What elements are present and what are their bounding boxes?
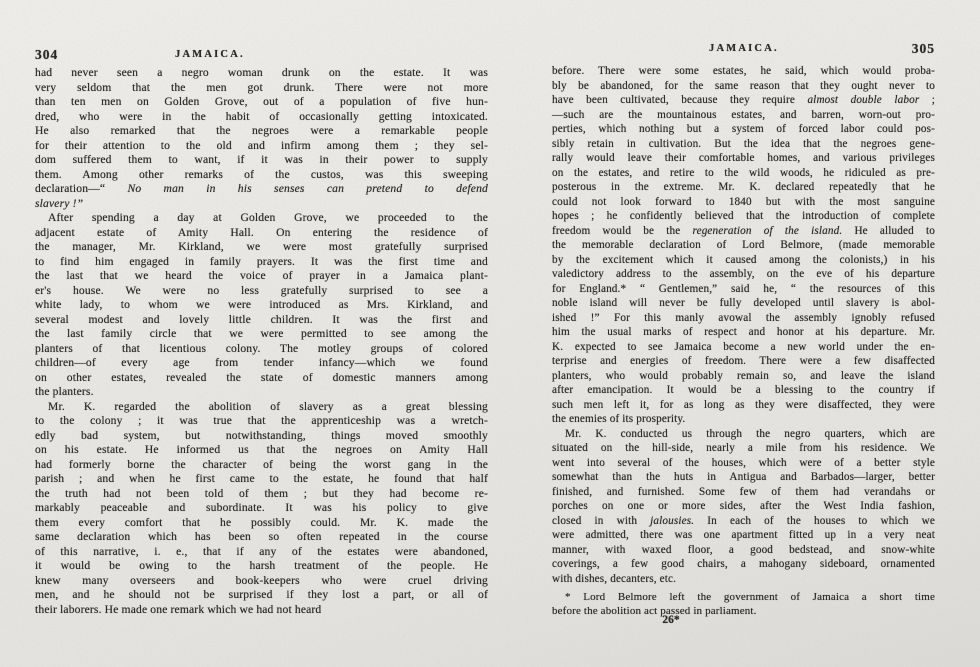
text-segment: the memorable declaration of Lord Belmore, (made memorable xyxy=(552,239,935,251)
text-segment: He also remarked that the negroes were a remarkable people xyxy=(35,124,488,137)
text-segment: Mr. K. conducted us through the negro quarters, which are xyxy=(565,427,935,440)
text-segment: after emancipation. It would be a blessing to the country if xyxy=(552,384,935,396)
text-line xyxy=(35,211,488,226)
text-line xyxy=(552,64,935,79)
text-line xyxy=(35,429,488,444)
text-segment: —such are the mountainous estates, and barren, worn-out pro- xyxy=(552,108,935,121)
text-segment: same declaration which has been so often repeated in the course xyxy=(35,530,488,543)
text-line xyxy=(552,267,935,282)
text-line xyxy=(35,414,488,429)
text-line xyxy=(552,398,935,413)
text-segment: K. expected to see Jamaica become a new world under the en- xyxy=(552,340,935,353)
text-line xyxy=(35,110,488,125)
text-segment: adjacent estate of Amity Hall. On entering the residence of xyxy=(35,225,488,239)
text-segment: of this narrative, i. e., that if any of the estates were abandoned, xyxy=(35,544,488,558)
text-segment: manner, with waxed floor, a good bedstead, and snow-white xyxy=(552,543,935,556)
text-segment: to find him engaged in family prayers. It was the first time and xyxy=(35,254,488,268)
text-segment: noble island will never be fully developed until slavery is abol- xyxy=(552,297,935,309)
text-line xyxy=(35,182,488,197)
text-segment: had formerly borne the character of being the worst gang in the xyxy=(35,457,488,471)
text-segment: edly bad system, but notwithstanding, things moved smoothly xyxy=(35,428,488,442)
page-left xyxy=(35,47,488,616)
text-line xyxy=(35,298,488,313)
text-segment: him the usual marks of respect and honor at his departure. Mr. xyxy=(552,326,935,338)
text-segment: children—of every age from tender infancy—which we found xyxy=(35,356,488,369)
page-number-left: 304 xyxy=(35,47,59,62)
text-line xyxy=(35,197,488,212)
text-segment: men, and he should not be surprised if they lost a part, or all of xyxy=(35,588,488,601)
text-line xyxy=(552,470,935,485)
text-line xyxy=(35,66,488,81)
text-segment: very seldom that the men got drunk. There were not more xyxy=(35,80,488,94)
text-segment: After spending a day at Golden Grove, we proceeded to the xyxy=(48,211,488,224)
text-line xyxy=(35,400,488,415)
text-segment: before the abolition act passed in parliament. xyxy=(552,605,757,617)
text-segment: He alluded to xyxy=(842,224,935,237)
text-line xyxy=(35,81,488,96)
text-line xyxy=(552,369,935,384)
text-line xyxy=(35,588,488,603)
text-segment: posterous in the extreme. Mr. K. declared repeatedly that he xyxy=(552,181,935,193)
text-line xyxy=(35,603,488,618)
text-line xyxy=(552,311,935,326)
paragraph xyxy=(35,66,488,211)
text-segment: with dishes, decanters, etc. xyxy=(552,572,677,585)
text-segment: finished, and furnished. Some few of them had verandahs or xyxy=(552,485,935,498)
text-segment: than ten men on Golden Grove, out of a population of five hun- xyxy=(35,95,488,108)
text-segment: closed in with xyxy=(552,514,651,527)
text-line xyxy=(552,137,935,152)
text-segment: to the colony ; it was true that the apprenticeship was a wretch- xyxy=(35,414,488,427)
text-line xyxy=(35,385,488,400)
text-segment: by the excitement which it caused among the colonists,) in his xyxy=(552,253,935,266)
text-segment: ; xyxy=(919,94,935,106)
text-segment: dred, who were in the habit of occasionally getting intoxicated. xyxy=(35,109,488,123)
text-line xyxy=(552,427,935,442)
paragraph xyxy=(35,400,488,618)
text-segment: somewhat than the huts in Antigua and Barbados—larger, better xyxy=(552,471,935,483)
text-line xyxy=(552,195,935,210)
text-line xyxy=(552,122,935,137)
text-segment: the truth had not been told of them ; but they had become re- xyxy=(35,486,488,500)
text-line xyxy=(552,514,935,529)
text-segment: sibly retain in cultivation. But the idea that the negroes gene- xyxy=(552,137,935,150)
text-line xyxy=(552,151,935,166)
text-segment: the last family circle that we were permitted to see among the xyxy=(35,327,488,340)
text-segment: it would be owing to the harsh treatment of the people. He xyxy=(35,559,488,572)
text-line xyxy=(35,139,488,154)
text-segment: valedictory address to the assembly, on the eve of his departure xyxy=(552,268,935,280)
text-line xyxy=(35,516,488,531)
text-line xyxy=(552,108,935,123)
text-segment: had never seen a negro woman drunk on the estate. It was xyxy=(35,66,488,79)
text-segment: the last that we heard the voice of prayer in a Jamaica plant- xyxy=(35,269,488,282)
paragraph xyxy=(35,211,488,400)
text-line xyxy=(35,327,488,342)
text-segment: * Lord Belmore left the government of Jamaica a short time xyxy=(565,591,935,603)
text-line xyxy=(552,383,935,398)
text-segment: white lady, to whom we were introduced as Mrs. Kirkland, and xyxy=(35,298,488,311)
page-header-right xyxy=(552,41,935,55)
text-line xyxy=(35,458,488,473)
text-segment: er's house. We were no less gratefully surprised to see a xyxy=(35,283,488,297)
text-segment: were admitted, there was one apartment fitted up in a very neat xyxy=(552,529,935,541)
text-line xyxy=(35,356,488,371)
text-segment: In each of the houses to which we xyxy=(694,514,935,527)
text-segment: knew many overseers and book-keepers who were cruel driving xyxy=(35,573,488,587)
text-segment: porches on one or more sides, after the West India fashion, xyxy=(552,500,935,512)
text-line xyxy=(552,166,935,181)
text-segment: them every comfort that he possibly could. Mr. K. made the xyxy=(35,515,488,529)
text-segment: coverings, a few good chairs, a mahogany sideboard, ornamented xyxy=(552,558,935,570)
text-segment: before. There were some estates, he said, which would proba- xyxy=(552,65,935,77)
text-segment: on the estates, and retire to the wild woods, he ridiculed as pre- xyxy=(552,166,935,179)
text-segment: freedom would be the xyxy=(552,224,693,237)
text-line xyxy=(552,296,935,311)
text-line xyxy=(35,574,488,589)
text-segment: dom suffered them to want, if it was in their power to supply xyxy=(35,153,488,166)
text-line xyxy=(552,412,935,427)
text-line xyxy=(552,485,935,500)
text-segment: for England.* “ Gentlemen,” said he, “ the resources of this xyxy=(552,282,935,295)
text-line xyxy=(552,499,935,514)
text-line xyxy=(552,354,935,369)
text-segment: several modest and lovely little children. It was the first and xyxy=(35,312,488,326)
text-line xyxy=(35,559,488,574)
text-segment: declaration—“ xyxy=(35,182,128,195)
text-line xyxy=(35,443,488,458)
text-line xyxy=(35,168,488,183)
text-line xyxy=(552,253,935,268)
text-segment: on his estate. He informed us that the negroes on Amity Hall xyxy=(35,443,488,456)
text-line xyxy=(552,456,935,471)
text-line xyxy=(552,325,935,340)
text-segment: rally would leave their comfortable homes, and various privileges xyxy=(552,152,935,164)
text-segment: went into several of the houses, which were of a better style xyxy=(552,456,935,469)
text-line xyxy=(35,342,488,357)
right-page-text xyxy=(552,64,935,586)
text-line xyxy=(552,180,935,195)
text-segment: parish ; and when he first came to the estate, he found that half xyxy=(35,472,488,485)
text-line xyxy=(35,472,488,487)
text-segment: for their attention to the old and infirm among them ; they sel- xyxy=(35,138,488,152)
text-line xyxy=(552,557,935,572)
text-line xyxy=(35,153,488,168)
text-segment: hopes ; he confidently believed that the introduction of complete xyxy=(552,210,935,222)
text-segment: terprise and energies of freedom. There were a few disaffected xyxy=(552,355,935,367)
text-line xyxy=(552,224,935,239)
text-line xyxy=(35,487,488,502)
signature-mark: 26* xyxy=(662,614,680,626)
text-segment: markably peaceable and subordinate. It was his policy to give xyxy=(35,501,488,514)
text-segment: the planters. xyxy=(35,385,94,398)
text-line xyxy=(552,528,935,543)
text-line xyxy=(552,282,935,297)
italic-text: almost double labor xyxy=(807,94,920,106)
footnote xyxy=(552,590,935,618)
running-header-left: JAMAICA. xyxy=(175,49,245,60)
text-segment: the manager, Mr. Kirkland, we were most gratefully surprised xyxy=(35,240,488,253)
paragraph xyxy=(552,64,935,427)
text-line xyxy=(552,590,935,604)
text-line xyxy=(35,545,488,560)
text-line xyxy=(35,530,488,545)
running-header-right: JAMAICA. xyxy=(709,43,779,54)
text-line xyxy=(35,95,488,110)
text-segment: could not look forward to 1840 but with the most sanguine xyxy=(552,195,935,208)
text-line xyxy=(35,371,488,386)
paragraph xyxy=(552,590,935,618)
text-line xyxy=(35,240,488,255)
text-segment: situated on the hill-side, nearly a mile from his residence. We xyxy=(552,442,935,454)
italic-text: slavery !” xyxy=(35,196,84,210)
text-line xyxy=(35,124,488,139)
text-line xyxy=(552,93,935,108)
italic-text: regeneration of the island. xyxy=(692,224,843,237)
text-line xyxy=(552,79,935,94)
text-segment: on other estates, revealed the state of domestic manners among xyxy=(35,370,488,384)
text-line xyxy=(552,543,935,558)
text-line xyxy=(552,572,935,587)
text-segment: have been cultivated, because they require xyxy=(552,94,808,106)
text-segment: their laborers. He made one remark which we had not heard xyxy=(35,602,322,616)
text-segment: such men left it, for as long as they were disaffected, they were xyxy=(552,398,935,411)
text-line xyxy=(35,255,488,270)
italic-text: jalousies. xyxy=(650,514,695,527)
text-line xyxy=(35,269,488,284)
text-segment: Mr. K. regarded the abolition of slavery as a great blessing xyxy=(48,399,488,413)
text-line xyxy=(35,501,488,516)
text-line xyxy=(552,340,935,355)
text-segment: ished !” For this manly avowal the assembly ignobly refused xyxy=(552,311,935,324)
text-line xyxy=(35,226,488,241)
left-page-text xyxy=(35,66,488,617)
italic-text: No man in his senses can pretend to defend xyxy=(127,182,488,195)
text-segment: perties, which nothing but a system of forced labor could pos- xyxy=(552,123,935,135)
text-line xyxy=(35,313,488,328)
text-segment: bly be abandoned, for the same reason that they ought never to xyxy=(552,79,935,92)
paragraph xyxy=(552,427,935,587)
page-number-right: 305 xyxy=(911,41,935,56)
page-right xyxy=(552,41,935,626)
text-segment: planters of that licentious colony. The motley groups of colored xyxy=(35,341,488,355)
text-segment: the enemies of its prosperity. xyxy=(552,413,686,425)
text-segment: them. Among other remarks of the custos, was this sweeping xyxy=(35,167,488,181)
text-line xyxy=(35,284,488,299)
text-line xyxy=(552,209,935,224)
page-header-left xyxy=(35,47,488,61)
text-line xyxy=(552,441,935,456)
text-line xyxy=(552,604,935,618)
text-line xyxy=(552,238,935,253)
text-segment: planters, who would probably remain so, and leave the island xyxy=(552,369,935,382)
